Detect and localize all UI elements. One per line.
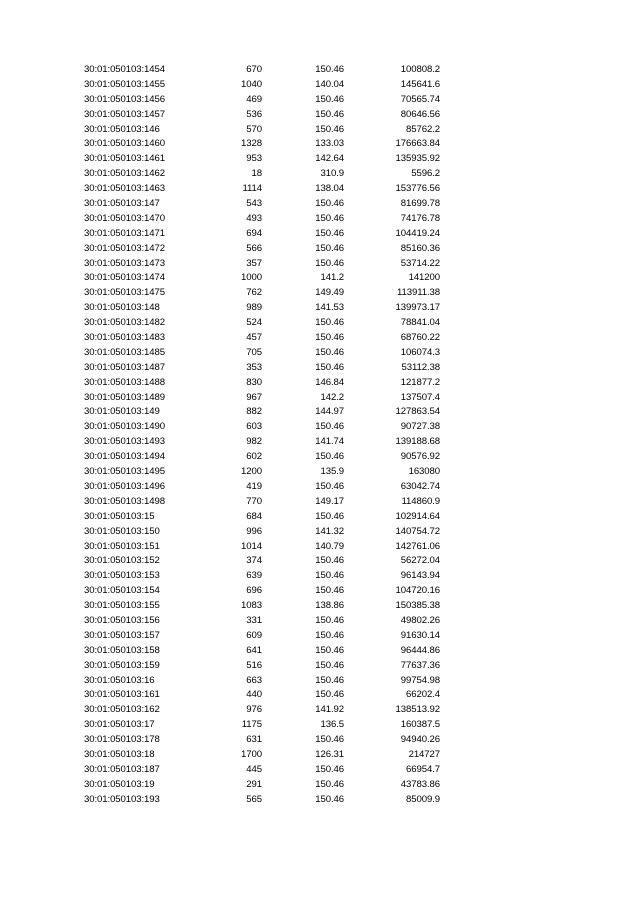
- cadastral-number-cell: 30:01:050103:158: [84, 644, 160, 656]
- cadastral-number-cell: 30:01:050103:1456: [84, 93, 165, 105]
- table-row: [84, 793, 440, 808]
- price-cell: 141.92: [315, 704, 344, 716]
- price-cell: 150.46: [315, 198, 344, 210]
- cadastral-number-cell: 30:01:050103:1473: [84, 257, 165, 269]
- quantity-cell: 457: [246, 332, 262, 344]
- total-cell: 81699.78: [400, 198, 440, 210]
- quantity-cell: 989: [246, 302, 262, 314]
- total-cell: 90727.38: [400, 421, 440, 433]
- quantity-cell: 684: [246, 510, 262, 522]
- total-cell: 85009.9: [406, 793, 440, 805]
- data-table: [84, 63, 440, 808]
- total-cell: 153776.56: [395, 183, 440, 195]
- quantity-cell: 967: [246, 391, 262, 403]
- price-cell: 150.46: [315, 570, 344, 582]
- quantity-cell: 996: [246, 525, 262, 537]
- cadastral-number-cell: 30:01:050103:17: [84, 719, 155, 731]
- price-cell: 150.46: [315, 644, 344, 656]
- price-cell: 136.5: [320, 719, 344, 731]
- price-cell: 150.46: [315, 659, 344, 671]
- table-row: [84, 644, 440, 659]
- total-cell: 90576.92: [400, 451, 440, 463]
- table-row: [84, 584, 440, 599]
- cadastral-number-cell: 30:01:050103:1454: [84, 64, 165, 75]
- total-cell: 214727: [408, 748, 440, 760]
- quantity-cell: 18: [251, 168, 262, 180]
- price-cell: 150.46: [315, 778, 344, 790]
- price-cell: 150.46: [315, 585, 344, 597]
- quantity-cell: 374: [246, 555, 262, 567]
- price-cell: 146.84: [315, 376, 344, 388]
- table-row: [84, 361, 440, 376]
- table-body: [84, 63, 440, 808]
- total-cell: 99754.98: [400, 674, 440, 686]
- total-cell: 5596.2: [411, 168, 440, 180]
- table-row: [84, 510, 440, 525]
- total-cell: 96444.86: [400, 644, 440, 656]
- quantity-cell: 603: [246, 421, 262, 433]
- quantity-cell: 882: [246, 406, 262, 418]
- total-cell: 140754.72: [395, 525, 440, 537]
- table-row: [84, 688, 440, 703]
- price-cell: 135.9: [320, 466, 344, 478]
- price-cell: 150.46: [315, 734, 344, 746]
- table-row: [84, 465, 440, 480]
- price-cell: 150.46: [315, 317, 344, 329]
- cadastral-number-cell: 30:01:050103:1455: [84, 78, 165, 90]
- cadastral-number-cell: 30:01:050103:1490: [84, 421, 165, 433]
- cadastral-number-cell: 30:01:050103:1482: [84, 317, 165, 329]
- total-cell: 49802.26: [400, 614, 440, 626]
- table-row: [84, 540, 440, 555]
- price-cell: 150.46: [315, 629, 344, 641]
- cadastral-number-cell: 30:01:050103:1472: [84, 242, 165, 254]
- table-row: [84, 63, 440, 78]
- table-row: [84, 271, 440, 286]
- table-row: [84, 480, 440, 495]
- cadastral-number-cell: 30:01:050103:149: [84, 406, 160, 418]
- quantity-cell: 493: [246, 212, 262, 224]
- price-cell: 150.46: [315, 332, 344, 344]
- table-row: [84, 420, 440, 435]
- table-row: [84, 659, 440, 674]
- quantity-cell: 639: [246, 570, 262, 582]
- total-cell: 145641.6: [400, 78, 440, 90]
- total-cell: 78841.04: [400, 317, 440, 329]
- total-cell: 114860.9: [401, 495, 440, 507]
- cadastral-number-cell: 30:01:050103:159: [84, 659, 160, 671]
- quantity-cell: 543: [246, 198, 262, 210]
- cadastral-number-cell: 30:01:050103:1485: [84, 346, 165, 358]
- quantity-cell: 357: [246, 257, 262, 269]
- quantity-cell: 570: [246, 123, 262, 135]
- cadastral-number-cell: 30:01:050103:148: [84, 302, 160, 314]
- total-cell: 139973.17: [395, 302, 440, 314]
- cadastral-number-cell: 30:01:050103:1457: [84, 108, 165, 120]
- cadastral-number-cell: 30:01:050103:19: [84, 778, 155, 790]
- price-cell: 150.46: [315, 510, 344, 522]
- total-cell: 53714.22: [400, 257, 440, 269]
- quantity-cell: 631: [246, 734, 262, 746]
- cadastral-number-cell: 30:01:050103:1489: [84, 391, 165, 403]
- total-cell: 94940.26: [400, 734, 440, 746]
- cadastral-number-cell: 30:01:050103:146: [84, 123, 160, 135]
- quantity-cell: 696: [246, 585, 262, 597]
- price-cell: 150.46: [315, 93, 344, 105]
- table-row: [84, 152, 440, 167]
- cadastral-number-cell: 30:01:050103:147: [84, 198, 160, 210]
- cadastral-number-cell: 30:01:050103:162: [84, 704, 160, 716]
- table-row: [84, 778, 440, 793]
- cadastral-number-cell: 30:01:050103:152: [84, 555, 160, 567]
- quantity-cell: 762: [246, 287, 262, 299]
- price-cell: 150.46: [315, 451, 344, 463]
- total-cell: 113911.38: [396, 287, 440, 299]
- table-row: [84, 629, 440, 644]
- cadastral-number-cell: 30:01:050103:1460: [84, 138, 165, 150]
- table-row: [84, 525, 440, 540]
- total-cell: 68760.22: [400, 332, 440, 344]
- table-row: [84, 137, 440, 152]
- total-cell: 100808.2: [400, 64, 440, 75]
- table-row: [84, 703, 440, 718]
- table-row: [84, 748, 440, 763]
- price-cell: 140.79: [315, 540, 344, 552]
- cadastral-number-cell: 30:01:050103:1483: [84, 332, 165, 344]
- cadastral-number-cell: 30:01:050103:1487: [84, 361, 165, 373]
- cadastral-number-cell: 30:01:050103:157: [84, 629, 160, 641]
- table-row: [84, 257, 440, 272]
- cadastral-number-cell: 30:01:050103:1493: [84, 436, 165, 448]
- table-row: [84, 674, 440, 689]
- total-cell: 70565.74: [400, 93, 440, 105]
- total-cell: 91630.14: [400, 629, 440, 641]
- price-cell: 149.49: [315, 287, 344, 299]
- total-cell: 43783.86: [400, 778, 440, 790]
- total-cell: 163080: [408, 466, 440, 478]
- quantity-cell: 469: [246, 93, 262, 105]
- cadastral-number-cell: 30:01:050103:1475: [84, 287, 165, 299]
- quantity-cell: 830: [246, 376, 262, 388]
- quantity-cell: 331: [246, 614, 262, 626]
- quantity-cell: 1114: [242, 183, 262, 195]
- quantity-cell: 291: [246, 778, 262, 790]
- total-cell: 104720.16: [395, 585, 440, 597]
- price-cell: 150.46: [315, 108, 344, 120]
- price-cell: 133.03: [315, 138, 344, 150]
- cadastral-number-cell: 30:01:050103:18: [84, 748, 155, 760]
- quantity-cell: 440: [246, 689, 262, 701]
- quantity-cell: 670: [246, 64, 262, 75]
- table-row: [84, 718, 440, 733]
- cadastral-number-cell: 30:01:050103:155: [84, 600, 160, 612]
- price-cell: 126.31: [315, 748, 344, 760]
- price-cell: 150.46: [315, 361, 344, 373]
- table-row: [84, 331, 440, 346]
- table-row: [84, 569, 440, 584]
- total-cell: 77637.36: [400, 659, 440, 671]
- quantity-cell: 536: [246, 108, 262, 120]
- cadastral-number-cell: 30:01:050103:1495: [84, 466, 165, 478]
- quantity-cell: 694: [246, 227, 262, 239]
- table-row: [84, 376, 440, 391]
- cadastral-number-cell: 30:01:050103:1463: [84, 183, 165, 195]
- total-cell: 56272.04: [400, 555, 440, 567]
- table-row: [84, 405, 440, 420]
- table-row: [84, 212, 440, 227]
- quantity-cell: 953: [246, 153, 262, 165]
- quantity-cell: 641: [246, 644, 262, 656]
- total-cell: 63042.74: [400, 480, 440, 492]
- table-row: [84, 78, 440, 93]
- table-row: [84, 197, 440, 212]
- table-row: [84, 733, 440, 748]
- total-cell: 66954.7: [406, 763, 440, 775]
- total-cell: 137507.4: [400, 391, 440, 403]
- cadastral-number-cell: 30:01:050103:1498: [84, 495, 165, 507]
- cadastral-number-cell: 30:01:050103:153: [84, 570, 160, 582]
- price-cell: 150.46: [315, 555, 344, 567]
- total-cell: 80646.56: [400, 108, 440, 120]
- total-cell: 176663.84: [395, 138, 440, 150]
- price-cell: 150.46: [315, 212, 344, 224]
- price-cell: 150.46: [315, 763, 344, 775]
- price-cell: 150.46: [315, 242, 344, 254]
- cadastral-number-cell: 30:01:050103:16: [84, 674, 155, 686]
- quantity-cell: 1175: [241, 719, 262, 731]
- total-cell: 66202.4: [406, 689, 440, 701]
- total-cell: 102914.64: [395, 510, 440, 522]
- total-cell: 53112.38: [401, 361, 440, 373]
- cadastral-number-cell: 30:01:050103:1496: [84, 480, 165, 492]
- quantity-cell: 566: [246, 242, 262, 254]
- quantity-cell: 1700: [241, 748, 262, 760]
- cadastral-number-cell: 30:01:050103:178: [84, 734, 160, 746]
- table-row: [84, 227, 440, 242]
- price-cell: 150.46: [315, 346, 344, 358]
- table-row: [84, 167, 440, 182]
- table-row: [84, 554, 440, 569]
- total-cell: 121877.2: [400, 376, 440, 388]
- quantity-cell: 1040: [241, 78, 262, 90]
- cadastral-number-cell: 30:01:050103:1488: [84, 376, 165, 388]
- table-row: [84, 316, 440, 331]
- table-row: [84, 391, 440, 406]
- price-cell: 310.9: [320, 168, 344, 180]
- cadastral-number-cell: 30:01:050103:150: [84, 525, 160, 537]
- price-cell: 149.17: [315, 495, 344, 507]
- price-cell: 150.46: [315, 793, 344, 805]
- price-cell: 150.46: [315, 480, 344, 492]
- quantity-cell: 1014: [241, 540, 262, 552]
- quantity-cell: 1200: [241, 466, 262, 478]
- price-cell: 150.46: [315, 689, 344, 701]
- quantity-cell: 982: [246, 436, 262, 448]
- total-cell: 85762.2: [406, 123, 440, 135]
- total-cell: 106074.3: [400, 346, 440, 358]
- table-row: [84, 435, 440, 450]
- price-cell: 150.46: [315, 674, 344, 686]
- quantity-cell: 565: [246, 793, 262, 805]
- total-cell: 135935.92: [395, 153, 440, 165]
- total-cell: 139188.68: [395, 436, 440, 448]
- cadastral-number-cell: 30:01:050103:156: [84, 614, 160, 626]
- quantity-cell: 1328: [241, 138, 262, 150]
- price-cell: 142.64: [315, 153, 344, 165]
- price-cell: 150.46: [315, 123, 344, 135]
- price-cell: 141.53: [315, 302, 344, 314]
- cadastral-number-cell: 30:01:050103:1471: [84, 227, 165, 239]
- price-cell: 141.32: [315, 525, 344, 537]
- total-cell: 74176.78: [400, 212, 440, 224]
- total-cell: 127863.54: [395, 406, 440, 418]
- cadastral-number-cell: 30:01:050103:1461: [84, 153, 165, 165]
- table-row: [84, 286, 440, 301]
- cadastral-number-cell: 30:01:050103:1470: [84, 212, 165, 224]
- cadastral-number-cell: 30:01:050103:151: [84, 540, 160, 552]
- total-cell: 85160.36: [400, 242, 440, 254]
- cadastral-number-cell: 30:01:050103:193: [84, 793, 160, 805]
- total-cell: 104419.24: [395, 227, 440, 239]
- cadastral-number-cell: 30:01:050103:1474: [84, 272, 165, 284]
- table-row: [84, 123, 440, 138]
- total-cell: 138513.92: [395, 704, 440, 716]
- table-row: [84, 346, 440, 361]
- price-cell: 141.2: [320, 272, 344, 284]
- quantity-cell: 609: [246, 629, 262, 641]
- price-cell: 140.04: [315, 78, 344, 90]
- cadastral-number-cell: 30:01:050103:187: [84, 763, 160, 775]
- price-cell: 150.46: [315, 421, 344, 433]
- total-cell: 142761.06: [395, 540, 440, 552]
- table-row: [84, 108, 440, 123]
- table-row: [84, 93, 440, 108]
- quantity-cell: 976: [246, 704, 262, 716]
- table-row: [84, 763, 440, 778]
- total-cell: 160387.5: [400, 719, 440, 731]
- table-row: [84, 182, 440, 197]
- table-row: [84, 495, 440, 510]
- price-cell: 138.86: [315, 600, 344, 612]
- quantity-cell: 353: [246, 361, 262, 373]
- price-cell: 150.46: [315, 227, 344, 239]
- quantity-cell: 419: [246, 480, 262, 492]
- price-cell: 141.74: [315, 436, 344, 448]
- quantity-cell: 770: [246, 495, 262, 507]
- price-cell: 150.46: [315, 257, 344, 269]
- total-cell: 96143.94: [400, 570, 440, 582]
- cadastral-number-cell: 30:01:050103:1462: [84, 168, 165, 180]
- price-cell: 150.46: [315, 614, 344, 626]
- cadastral-number-cell: 30:01:050103:154: [84, 585, 160, 597]
- table-row: [84, 599, 440, 614]
- quantity-cell: 445: [246, 763, 262, 775]
- cadastral-number-cell: 30:01:050103:161: [84, 689, 160, 701]
- cadastral-number-cell: 30:01:050103:15: [84, 510, 155, 522]
- quantity-cell: 524: [246, 317, 262, 329]
- table-row: [84, 450, 440, 465]
- quantity-cell: 705: [246, 346, 262, 358]
- table-row: [84, 614, 440, 629]
- quantity-cell: 602: [246, 451, 262, 463]
- quantity-cell: 1000: [241, 272, 262, 284]
- quantity-cell: 516: [246, 659, 262, 671]
- total-cell: 150385.38: [395, 600, 440, 612]
- price-cell: 144.97: [315, 406, 344, 418]
- quantity-cell: 663: [246, 674, 262, 686]
- quantity-cell: 1083: [241, 600, 262, 612]
- price-cell: 150.46: [315, 64, 344, 75]
- price-cell: 142.2: [320, 391, 344, 403]
- price-cell: 138.04: [315, 183, 344, 195]
- cadastral-number-cell: 30:01:050103:1494: [84, 451, 165, 463]
- table-row: [84, 242, 440, 257]
- total-cell: 141200: [408, 272, 440, 284]
- table-row: [84, 301, 440, 316]
